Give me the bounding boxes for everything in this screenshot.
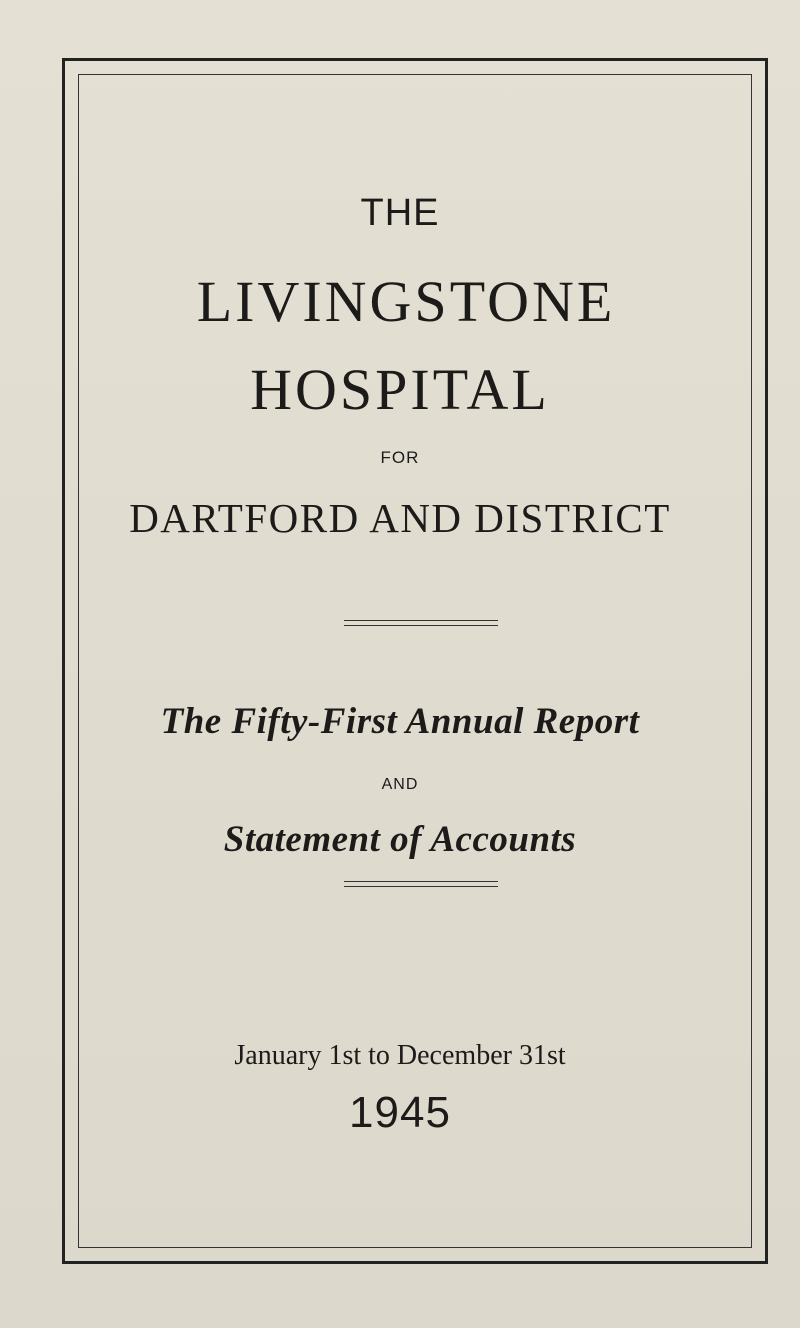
statement-title: Statement of Accounts [223,819,577,860]
double-rule-bottom [344,881,498,887]
conjunction-and: AND [381,776,419,793]
report-year: 1945 [349,1088,451,1137]
hospital-name-line2: HOSPITAL [250,357,550,422]
district-heading: DARTFORD AND DISTRICT [129,495,671,541]
heading-the: THE [360,192,440,234]
report-period: January 1st to December 31st [234,1040,566,1071]
hospital-name-line1: LIVINGSTONE [196,269,616,334]
report-title: The Fifty-First Annual Report [160,701,640,742]
double-rule-top [344,620,498,626]
heading-for: FOR [380,448,420,467]
